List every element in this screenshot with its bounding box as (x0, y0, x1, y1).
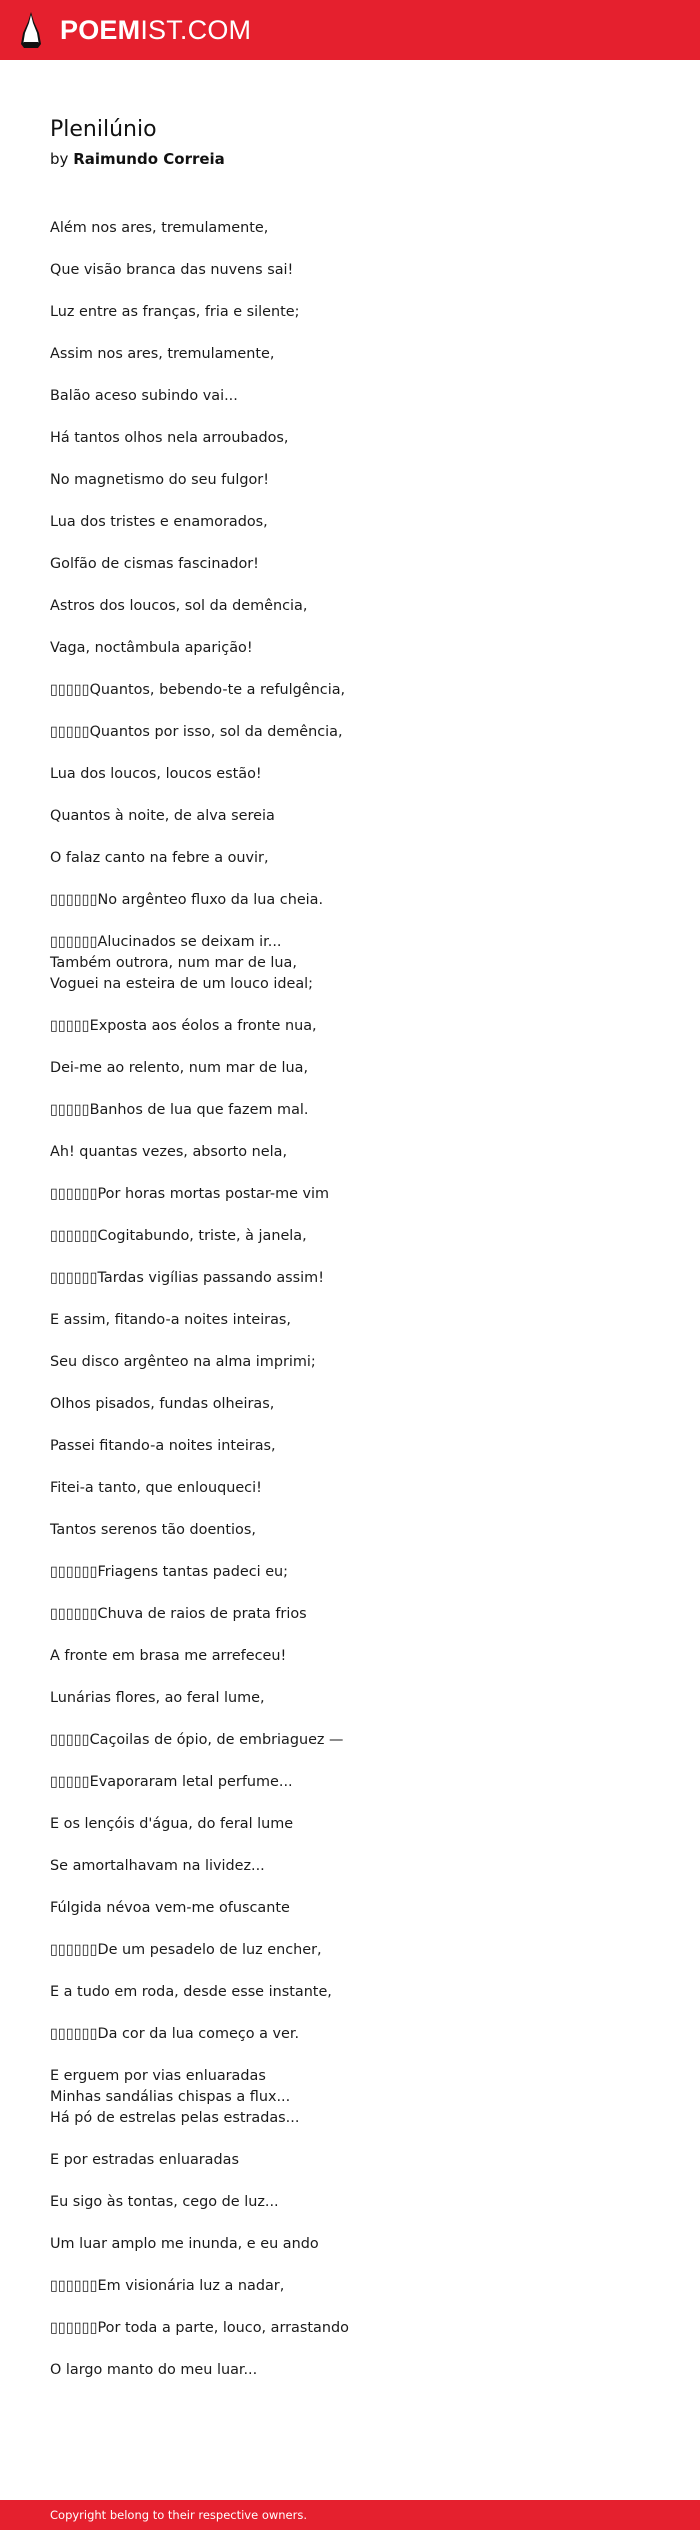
poem-line: Lua dos loucos, loucos estão! (50, 766, 262, 782)
poem-line: ▯▯▯▯▯▯Friagens tantas padeci eu; (50, 1564, 289, 1580)
by-label: by (50, 150, 69, 168)
poem-line: Além nos ares, tremulamente, (50, 220, 269, 236)
poem-line: No magnetismo do seu fulgor! (50, 472, 269, 488)
logo-text (60, 11, 251, 49)
poem-stanza (50, 1184, 329, 1205)
poem-line: Fitei-a tanto, que enlouqueci! (50, 1480, 262, 1496)
poem-stanza (50, 1982, 332, 2003)
poem-stanza (50, 2234, 319, 2255)
poem-line: Voguei na esteira de um louco ideal; (50, 976, 314, 992)
poem-line: Balão aceso subindo vai... (50, 388, 238, 404)
poem-line: Luz entre as franças, fria e silente; (50, 304, 300, 320)
poem-stanza (50, 218, 268, 239)
poem-line: ▯▯▯▯▯▯Em visionária luz a nadar, (50, 2278, 285, 2294)
poem-stanza (50, 2276, 284, 2297)
poem-stanza (50, 386, 238, 407)
poem-line: Passei fitando-a noites inteiras, (50, 1438, 276, 1454)
poem-line: Fúlgida névoa vem-me ofuscante (50, 1900, 290, 1916)
poem-line: ▯▯▯▯▯▯Por toda a parte, louco, arrastando (50, 2320, 349, 2336)
poem-heading (50, 114, 650, 170)
poem-stanza (50, 1646, 286, 1667)
site-footer (0, 2500, 700, 2530)
poem-title: Plenilúnio (50, 117, 157, 142)
poem-stanza (50, 1100, 308, 1121)
poem-line: Tantos serenos tão doentios, (50, 1522, 256, 1538)
poem-stanza (50, 2108, 299, 2129)
poem-line: E os lençóis d'água, do feral lume (50, 1816, 294, 1832)
poem-line: ▯▯▯▯▯Caçoilas de ópio, de embriaguez — (50, 1732, 344, 1748)
poem-line: ▯▯▯▯▯Evaporaram letal perfume... (50, 1774, 293, 1790)
poem-stanza (50, 806, 275, 827)
logo-text-light: IST.COM (140, 15, 252, 45)
poem-line: ▯▯▯▯▯▯Chuva de raios de prata frios (50, 1606, 307, 1622)
poem-line: A fronte em brasa me arrefeceu! (50, 1648, 287, 1664)
poem-stanza (50, 1772, 293, 1793)
poem-stanza (50, 1058, 308, 1079)
poem-stanza (50, 1730, 343, 1751)
poem-line: Assim nos ares, tremulamente, (50, 346, 275, 362)
poem-stanza (50, 260, 293, 281)
poem-stanza (50, 1604, 307, 1625)
poem-line: Dei-me ao relento, num mar de lua, (50, 1060, 309, 1076)
poem-stanza (50, 2150, 239, 2171)
poem-line: ▯▯▯▯▯▯Tardas vigílias passando assim! (50, 1270, 324, 1286)
poem-stanza (50, 1310, 291, 1331)
poem-line: O falaz canto na febre a ouvir, (50, 850, 269, 866)
poem-line: ▯▯▯▯▯▯Da cor da lua começo a ver. (50, 2026, 300, 2042)
poem-line: ▯▯▯▯▯▯Por horas mortas postar-me vim (50, 1186, 330, 1202)
poem-stanza (50, 1562, 288, 1583)
poem-stanza (50, 554, 259, 575)
logo-text-bold: POEM (60, 15, 141, 45)
poem-line: Lunárias flores, ao feral lume, (50, 1690, 265, 1706)
poem-line: Olhos pisados, fundas olheiras, (50, 1396, 275, 1412)
poem-stanza (50, 470, 269, 491)
poem-byline (50, 148, 650, 170)
poem-stanza (50, 596, 307, 617)
poem-stanza (50, 722, 343, 743)
poem-line: ▯▯▯▯▯Exposta aos éolos a fronte nua, (50, 1018, 317, 1034)
poem-stanza (50, 2192, 279, 2213)
site-header (0, 0, 700, 60)
poem-line: Seu disco argênteo na alma imprimi; (50, 1354, 316, 1370)
poem-stanza (50, 2360, 257, 2381)
poem-line: ▯▯▯▯▯Banhos de lua que fazem mal. (50, 1102, 309, 1118)
poem-line: Golfão de cismas fascinador! (50, 556, 259, 572)
copyright-text: Copyright belong to their respective owners. (50, 2508, 308, 2522)
poem-stanza (50, 1856, 265, 1877)
poem-line: E erguem por vias enluaradas (50, 2068, 266, 2084)
poem-line: ▯▯▯▯▯▯Cogitabundo, triste, à janela, (50, 1228, 307, 1244)
poem-stanza (50, 932, 297, 974)
site-logo[interactable] (18, 11, 251, 49)
poem-stanza (50, 1520, 256, 1541)
poem-line: O largo manto do meu luar... (50, 2362, 258, 2378)
poem-line: Também outrora, num mar de lua, (50, 955, 297, 971)
poem-stanza (50, 890, 323, 911)
poem-stanza (50, 638, 253, 659)
poem-line: Há tantos olhos nela arroubados, (50, 430, 289, 446)
poem-stanza (50, 2318, 349, 2339)
poem-stanza (50, 1016, 317, 1037)
poem-stanza (50, 1436, 276, 1457)
poem-stanza (50, 512, 268, 533)
poem-stanza (50, 428, 288, 449)
poem-line: Lua dos tristes e enamorados, (50, 514, 268, 530)
poem-stanza (50, 344, 274, 365)
poem-line: Minhas sandálias chispas a flux... (50, 2089, 291, 2105)
pen-nib-icon (18, 11, 44, 49)
poem-line: ▯▯▯▯▯▯Alucinados se deixam ir... (50, 934, 282, 950)
poem-stanza (50, 1268, 324, 1289)
poem-stanza (50, 2024, 299, 2045)
poem-line: Há pó de estrelas pelas estradas... (50, 2110, 300, 2126)
poem-stanza (50, 1226, 307, 1247)
poem-line: Vaga, noctâmbula aparição! (50, 640, 253, 656)
poem-stanza (50, 1478, 262, 1499)
poem-stanza (50, 1142, 287, 1163)
poem-line: Quantos à noite, de alva sereia (50, 808, 275, 824)
poem-stanza (50, 1898, 290, 1919)
poem-line: Ah! quantas vezes, absorto nela, (50, 1144, 288, 1160)
poem-line: ▯▯▯▯▯▯No argênteo fluxo da lua cheia. (50, 892, 324, 908)
poem-stanza (50, 302, 299, 323)
poem-stanza (50, 1814, 293, 1835)
poem-stanza (50, 1352, 316, 1373)
poem-line: ▯▯▯▯▯▯De um pesadelo de luz encher, (50, 1942, 322, 1958)
poem-stanza (50, 1688, 265, 1709)
poem-stanza (50, 848, 269, 869)
poem-line: Um luar amplo me inunda, e eu ando (50, 2236, 319, 2252)
poem-stanza (50, 1394, 274, 1415)
poem-stanza (50, 974, 313, 995)
poem-line: Se amortalhavam na lividez... (50, 1858, 265, 1874)
poem-line: Eu sigo às tontas, cego de luz... (50, 2194, 279, 2210)
poem-stanza (50, 2066, 290, 2108)
poem-line: Astros dos loucos, sol da demência, (50, 598, 308, 614)
poem-stanza (50, 680, 345, 701)
poem-stanza (50, 764, 262, 785)
poem-line: E por estradas enluaradas (50, 2152, 239, 2168)
poem-line: ▯▯▯▯▯Quantos por isso, sol da demência, (50, 724, 343, 740)
poem-line: ▯▯▯▯▯Quantos, bebendo-te a refulgência, (50, 682, 346, 698)
poem-line: E assim, fitando-a noites inteiras, (50, 1312, 291, 1328)
poem-line: Que visão branca das nuvens sai! (50, 262, 294, 278)
poem-line: E a tudo em roda, desde esse instante, (50, 1984, 332, 2000)
poem-stanza (50, 1940, 322, 1961)
author-link[interactable]: Raimundo Correia (73, 150, 225, 168)
